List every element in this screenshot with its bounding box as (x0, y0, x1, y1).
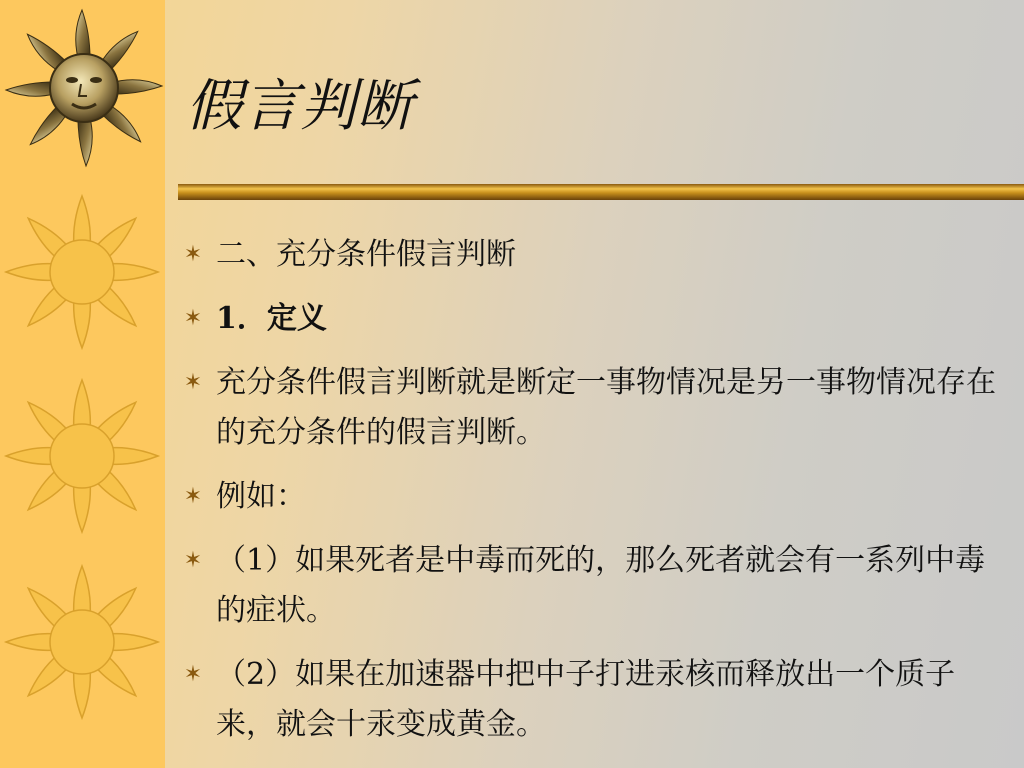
sun-icon (2, 562, 162, 722)
bullet-item (180, 230, 1010, 280)
six-point-star-icon: ✶ (183, 370, 203, 395)
bullet-text: （1）如果死者是中毒而死的，那么死者就会有一系列中毒的症状。 (216, 543, 986, 628)
bullet-item (180, 472, 1010, 522)
bullet-text: 二、充分条件假言判断 (216, 237, 516, 272)
six-point-star-icon: ✶ (183, 662, 203, 687)
bullet-list (180, 230, 1010, 764)
sun-face-icon (4, 8, 164, 168)
left-decorative-band (0, 0, 165, 768)
bullet-text: 充分条件假言判断就是断定一事物情况是另一事物情况存在的充分条件的假言判断。 (216, 365, 996, 450)
bullet-text: 1．定义 (216, 301, 327, 336)
bullet-text: 例如： (216, 479, 306, 514)
bullet-item (180, 536, 1010, 636)
title-divider-rule (178, 182, 1024, 202)
bullet-item (180, 294, 1010, 344)
bullet-item (180, 358, 1010, 458)
six-point-star-icon: ✶ (183, 484, 203, 509)
six-point-star-icon: ✶ (183, 242, 203, 267)
six-point-star-icon: ✶ (183, 306, 203, 331)
slide-title: 假言判断 (186, 74, 414, 139)
sun-icon (2, 192, 162, 352)
bullet-text: （2）如果在加速器中把中子打进汞核而释放出一个质子来，就会十汞变成黄金。 (216, 657, 956, 742)
bullet-item (180, 650, 1010, 750)
six-point-star-icon: ✶ (183, 548, 203, 573)
sun-icon (2, 376, 162, 536)
